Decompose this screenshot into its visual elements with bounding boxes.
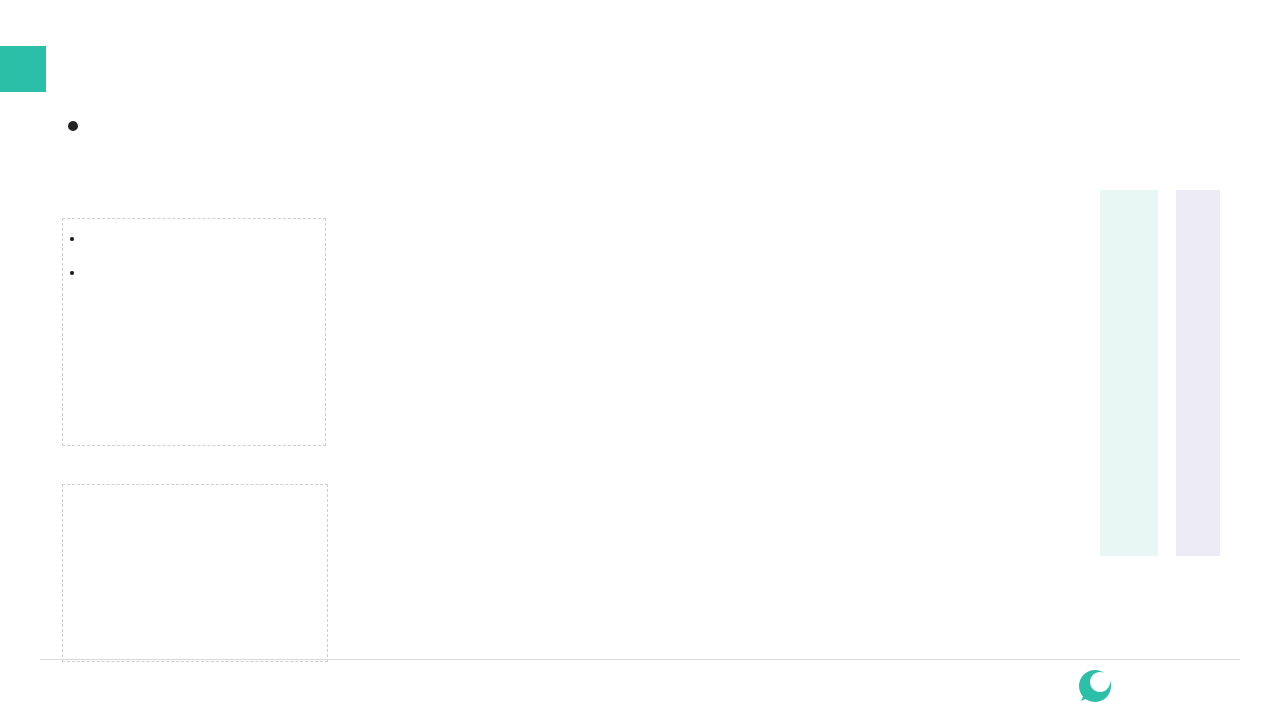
section1-bullets [67, 227, 319, 285]
section1-bullet [85, 261, 319, 285]
section1-bullet [85, 227, 319, 251]
k9-institution-charts [330, 205, 905, 360]
bullet-dot [68, 121, 78, 131]
supply-adjustment-band [1100, 190, 1158, 556]
section2-box [62, 484, 328, 662]
digital-education-death-chart [330, 478, 905, 643]
section1-box [62, 218, 326, 446]
demand-rigidity-band [1176, 190, 1220, 556]
footer-divider [40, 659, 1240, 660]
title-accent-bar [0, 46, 46, 92]
moonfox-logo-icon [1076, 668, 1116, 704]
